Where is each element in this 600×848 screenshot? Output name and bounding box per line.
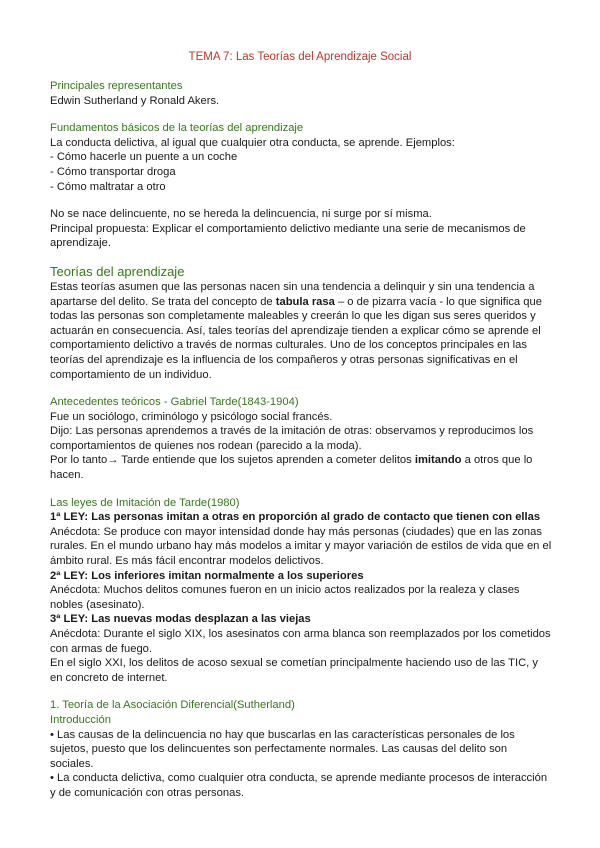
document-body [50,79,552,801]
list-item: - Cómo maltratar a otro [50,180,166,193]
heading-fundamentos: Fundamentos básicos de la teorías del aprendizaje [50,122,304,135]
list-item: - Cómo hacerle un puente a un coche [50,151,238,164]
heading-asociacion-diferencial: 1. Teoría de la Asociación Diferencial(Sutherland) [50,699,295,712]
law-3-title: 3ª LEY: Las nuevas modas desplazan a las viejas [50,613,311,626]
law-1-title: 1ª LEY: Las personas imitan a otras en proporción al grado de contacto que tienen con ellas [50,511,541,524]
bold-tabula-rasa: tabula rasa [275,295,335,308]
law-3-text-2: En el siglo XXI, los delitos de acoso sexual se cometían principalmente haciendo uso de las TIC, y en concreto de internet. [50,657,538,684]
subheading-introduccion: Introducción [50,713,111,726]
text-tarde-bio: Fue un sociólogo, criminólogo y psicólogo social francés. [50,410,333,423]
page-title: TEMA 7: Las Teorías del Aprendizaje Social [188,51,412,63]
text-representantes: Edwin Sutherland y Ronald Akers. [50,94,220,107]
text-no-se-nace: No se nace delincuente, no se hereda la delincuencia, ni surge por sí misma. [50,208,432,221]
heading-leyes: Las leyes de Imitación de Tarde(1980) [50,496,240,509]
heading-antecedentes: Antecedentes teóricos - Gabriel Tarde(1843-1904) [50,396,299,409]
list-item: - Cómo transportar droga [50,165,176,178]
text-tarde-dijo: Dijo: Las personas aprendemos a través de la imitación de otras: observamos y reproducimos los comportamientos de quienes nos rodean (parecido a la moda). [50,425,534,452]
text-propuesta: Principal propuesta: Explicar el comportamiento delictivo mediante una serie de mecanismos de aprendizaje. [50,222,526,250]
bullet-item: • Las causas de la delincuencia no hay que buscarlas en las características personales de los sujetos, puesto que los delincuentes son perfectamente normales. Las causas del delito son sociales. [50,728,515,770]
law-2-text: Anécdota: Muchos delitos comunes fueron en un inicio actos realizados por la realeza y clases nobles (asesinato). [50,584,520,611]
bullet-item: • La conducta delictiva, como cualquier otra conducta, se aprende mediante procesos de interacción y de comunicación con otras personas. [50,772,548,799]
heading-representantes: Principales representantes [50,80,183,92]
law-2-title: 2ª LEY: Los inferiores imitan normalmente a los superiores [50,569,364,582]
text-tarde-conclusion: Por lo tanto→ Tarde entiende que los sujetos aprenden a cometer delitos imitando a otros que lo hacen. [50,454,533,482]
text-teorias: Estas teorías asumen que las personas nacen sin una tendencia a delinquir y sin una tendencia a apartarse del delito. Se trata del concepto de tabula rasa – o de pizarra vacía - lo que significa que todas las personas son completamente maleables y creerán lo que les digan sus seres queridos y actuarán en consecuencia. Así, tales teorías del aprendizaje tienden a explicar cómo se aprende el comportamiento delictivo a través de normas culturales. Uno de los conceptos principales en las teorías del aprendizaje es la influencia de los compañeros y otras personas significativas en el comportamiento de un individuo. [50,280,542,381]
heading-teorias: Teorías del aprendizaje [50,263,185,279]
law-3-text-1: Anécdota: Durante el siglo XIX, los asesinatos con arma blanca son reemplazados por los cometidos con armas de fuego. [50,628,551,655]
text-fundamentos-intro: La conducta delictiva, al igual que cualquier otra conducta, se aprende. Ejemplos: [50,136,455,149]
law-1-text: Anécdota: Se produce con mayor intensidad donde hay más personas (ciudades) que en las zonas rurales. En el mundo urbano hay más modelos a imitar y mayor variación de estilos de vida que en el ámbito rural. Es más fácil encontrar modelos delictivos. [50,525,552,568]
bold-imitando: imitando [414,454,462,467]
